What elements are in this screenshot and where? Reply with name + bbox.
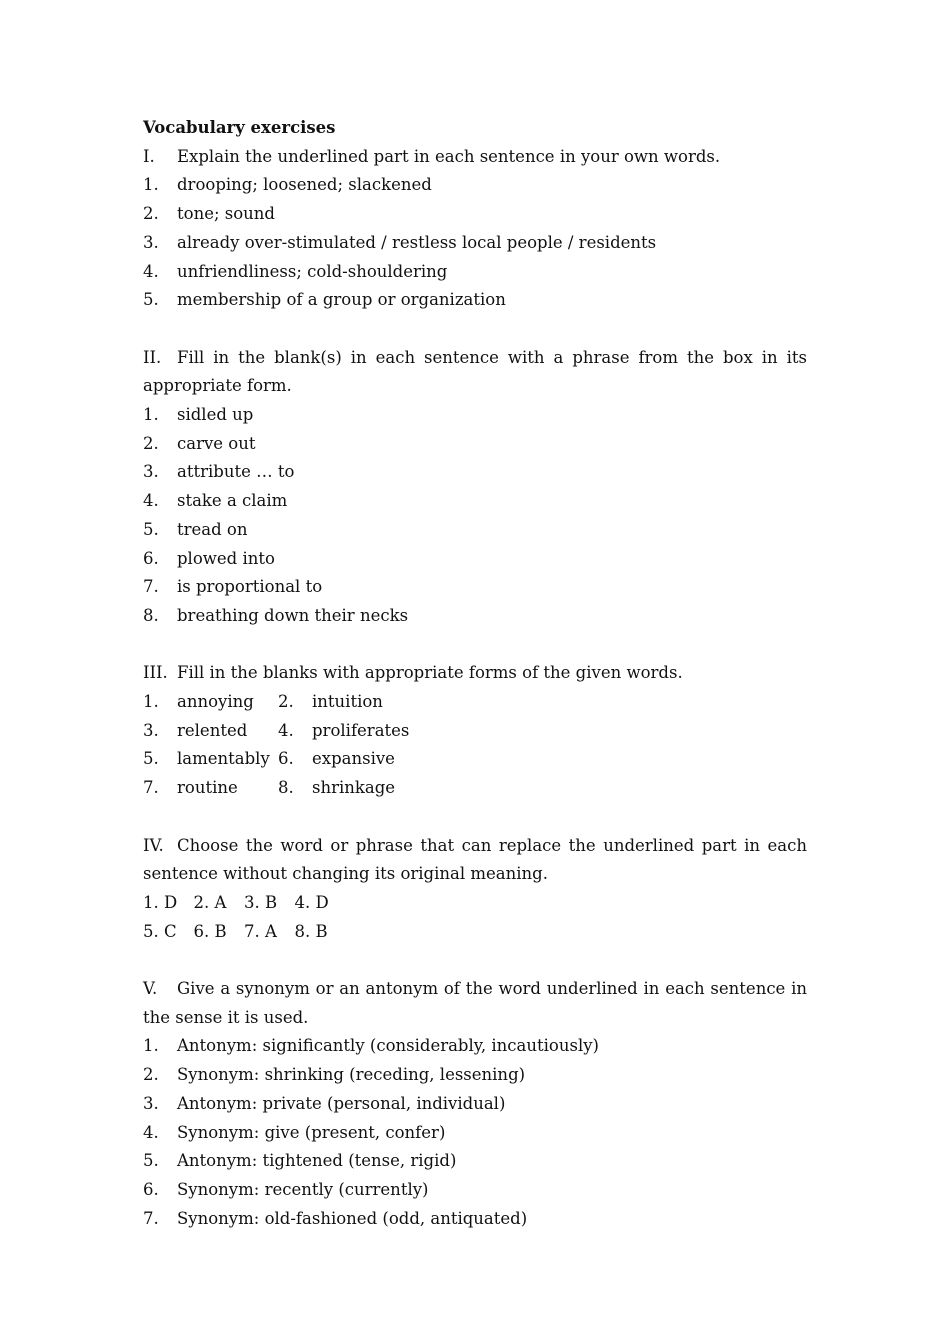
answer-item: 6. expansive [278, 749, 395, 769]
answer-item: 5. Antonym: tightened (tense, rigid) [143, 1151, 457, 1171]
section-instruction: Give a synonym or an antonym of the word underlined in each sentence in the sense it is used. [143, 979, 807, 1027]
answer-item: 8. shrinkage [278, 778, 396, 798]
section-5-answers [143, 1032, 807, 1233]
answer-item: 4. D [294, 892, 329, 912]
spacer [143, 631, 807, 660]
answer-row [143, 745, 807, 774]
answer-item: 3. B [244, 892, 278, 912]
document-page [143, 114, 807, 1233]
answer-item: 3. Antonym: private (personal, individual) [143, 1093, 506, 1113]
answer-item: 3. relented [143, 720, 248, 740]
section-number: V. [143, 979, 158, 999]
spacer [143, 803, 807, 832]
section-3-heading [143, 659, 807, 688]
section-2-heading [143, 344, 807, 401]
section-1-heading [143, 143, 807, 172]
answer-item: 5. C [143, 921, 177, 941]
answer-item: 1. Antonym: significantly (considerably, incautiously) [143, 1036, 599, 1056]
answer-item: 6. B [193, 921, 227, 941]
answer-item: 2. tone; sound [143, 204, 275, 224]
answer-item: 4. unfriendliness; cold-shouldering [143, 261, 448, 281]
answer-row [143, 918, 807, 947]
answer-row [143, 889, 807, 918]
section-number: I. [143, 146, 155, 166]
page-title: Vocabulary exercises [143, 118, 336, 137]
answer-item: 4. Synonym: give (present, confer) [143, 1122, 446, 1142]
section-4-heading [143, 832, 807, 889]
answer-item: 4. stake a claim [143, 491, 288, 511]
answer-item: 8. breathing down their necks [143, 605, 409, 625]
answer-item: 5. tread on [143, 519, 248, 539]
answer-item: 7. is proportional to [143, 577, 323, 597]
answer-item: 2. Synonym: shrinking (receding, lessening) [143, 1065, 526, 1085]
answer-item: 6. Synonym: recently (currently) [143, 1179, 429, 1199]
answer-item: 1. drooping; loosened; slackened [143, 175, 432, 195]
spacer [143, 946, 807, 975]
section-number: IV. [143, 835, 164, 855]
spacer [143, 315, 807, 344]
answer-item: 2. A [193, 892, 227, 912]
answer-item: 1. D [143, 892, 178, 912]
section-4-answers [143, 889, 807, 946]
answer-item: 3. attribute … to [143, 462, 295, 482]
section-2-answers [143, 401, 807, 631]
section-5-heading [143, 975, 807, 1032]
section-number: II. [143, 347, 162, 367]
answer-item: 5. membership of a group or organization [143, 290, 506, 310]
answer-item: 2. carve out [143, 433, 256, 453]
answer-item: 7. A [244, 921, 277, 941]
answer-item: 6. plowed into [143, 548, 275, 568]
answer-item: 1. annoying [143, 692, 254, 712]
answer-item: 5. lamentably [143, 749, 270, 769]
answer-row [143, 774, 807, 803]
answer-row [143, 688, 807, 717]
answer-row [143, 717, 807, 746]
answer-item: 4. proliferates [278, 720, 410, 740]
section-number: III. [143, 663, 168, 683]
section-instruction: Fill in the blanks with appropriate forms of the given words. [177, 663, 683, 683]
answer-item: 7. routine [143, 778, 238, 798]
answer-item: 8. B [294, 921, 328, 941]
answer-item: 2. intuition [278, 692, 383, 712]
answer-item: 1. sidled up [143, 405, 254, 425]
answer-item: 7. Synonym: old-fashioned (odd, antiquated) [143, 1208, 528, 1228]
section-instruction: Explain the underlined part in each sentence in your own words. [177, 146, 721, 166]
section-1-answers [143, 171, 807, 315]
section-3-answers [143, 688, 807, 803]
section-instruction: Choose the word or phrase that can replace the underlined part in each sentence without changing its original meaning. [143, 835, 807, 884]
answer-item: 3. already over-stimulated / restless local people / residents [143, 232, 657, 252]
section-instruction: Fill in the blank(s) in each sentence with a phrase from the box in its appropriate form. [143, 347, 807, 396]
